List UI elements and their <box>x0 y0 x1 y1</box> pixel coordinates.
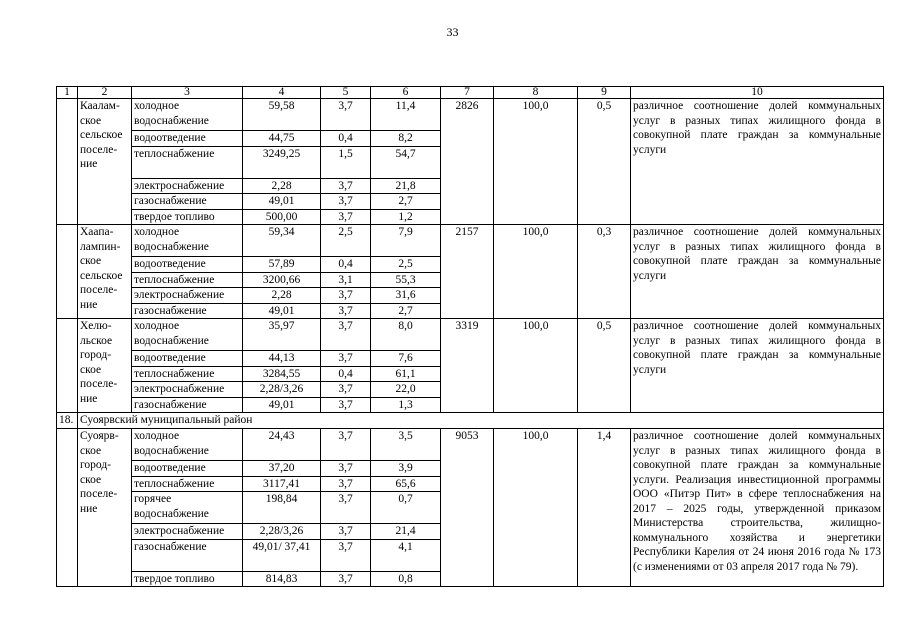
service-name: газоснабжение <box>132 194 243 210</box>
share-value: 31,6 <box>371 288 441 304</box>
tariff-value: 49,01 <box>243 194 321 210</box>
share-value: 0,7 <box>371 492 441 524</box>
header-cell: 4 <box>243 87 321 99</box>
service-name: электроснабжение <box>132 178 243 194</box>
index-value: 3,7 <box>321 209 371 225</box>
share-value: 21,8 <box>371 178 441 194</box>
service-name: газоснабжение <box>132 303 243 319</box>
header-cell: 6 <box>371 87 441 99</box>
service-name: теплоснабжение <box>132 366 243 382</box>
header-cell: 8 <box>494 87 578 99</box>
tariff-value: 59,58 <box>243 99 321 131</box>
tariff-value: 44,75 <box>243 131 321 147</box>
service-name: водоотведение <box>132 461 243 477</box>
service-name: горячее водоснабжение <box>132 492 243 524</box>
section-title: Суоярвский муниципальный район <box>78 413 884 429</box>
section-row <box>57 413 884 429</box>
tariff-value: 57,89 <box>243 257 321 273</box>
note-text: различное соотношение долей коммунальных услуг в разных типах жилищного фонда в совокупной плате граждан за коммунальные услуги <box>631 319 884 413</box>
tariff-value: 3284,55 <box>243 366 321 382</box>
header-cell: 10 <box>631 87 884 99</box>
service-name: твердое топливо <box>132 209 243 225</box>
tariff-value: 49,01/ 37,41 <box>243 539 321 571</box>
tariff-value: 59,34 <box>243 225 321 257</box>
share-value: 1,3 <box>371 397 441 413</box>
index-value: 3,7 <box>321 194 371 210</box>
share-value: 7,6 <box>371 351 441 367</box>
tariff-value: 24,43 <box>243 429 321 461</box>
tariff-value: 2,28/3,26 <box>243 524 321 540</box>
share-value: 55,3 <box>371 272 441 288</box>
deviation-value: 0,3 <box>578 225 631 319</box>
index-value: 3,7 <box>321 571 371 587</box>
share-value: 61,1 <box>371 366 441 382</box>
tariff-value: 37,20 <box>243 461 321 477</box>
share-value: 3,5 <box>371 429 441 461</box>
share-value: 2,7 <box>371 194 441 210</box>
row-number-cell <box>57 99 78 225</box>
index-value: 3,7 <box>321 524 371 540</box>
deviation-value: 1,4 <box>578 429 631 587</box>
table-row <box>57 225 884 257</box>
share-value: 4,1 <box>371 539 441 571</box>
index-value: 3,7 <box>321 539 371 571</box>
settlement-name: Каалам- ское сельское поселе- ние <box>78 99 132 225</box>
tariff-value: 2,28/3,26 <box>243 382 321 398</box>
share-value: 11,4 <box>371 99 441 131</box>
tariff-value: 2,28 <box>243 178 321 194</box>
note-text: различное соотношение долей коммунальных услуг в разных типах жилищного фонда в совокупной плате граждан за коммунальные услуги <box>631 99 884 225</box>
index-value: 3,7 <box>321 288 371 304</box>
share-value: 2,5 <box>371 257 441 273</box>
share-value: 22,0 <box>371 382 441 398</box>
tariff-value: 198,84 <box>243 492 321 524</box>
service-name: твердое топливо <box>132 571 243 587</box>
service-name: холодное водоснабжение <box>132 429 243 461</box>
tariff-value: 3117,41 <box>243 476 321 492</box>
header-cell: 1 <box>57 87 78 99</box>
settlement-name: Суоярв- ское город- ское поселе- ние <box>78 429 132 587</box>
page-number: 33 <box>446 25 459 39</box>
share-value: 3,9 <box>371 461 441 477</box>
tariff-value: 500,00 <box>243 209 321 225</box>
index-value: 0,4 <box>321 366 371 382</box>
coverage-value: 100,0 <box>494 99 578 225</box>
tariff-value: 814,83 <box>243 571 321 587</box>
service-name: теплоснабжение <box>132 146 243 178</box>
population-value: 2157 <box>441 225 494 319</box>
index-value: 3,7 <box>321 351 371 367</box>
header-row <box>57 87 884 99</box>
share-value: 1,2 <box>371 209 441 225</box>
service-name: теплоснабжение <box>132 476 243 492</box>
population-value: 9053 <box>441 429 494 587</box>
service-name: водоотведение <box>132 257 243 273</box>
tariff-value: 49,01 <box>243 397 321 413</box>
population-value: 2826 <box>441 99 494 225</box>
index-value: 3,7 <box>321 429 371 461</box>
coverage-value: 100,0 <box>494 429 578 587</box>
share-value: 8,0 <box>371 319 441 351</box>
index-value: 3,7 <box>321 461 371 477</box>
service-name: электроснабжение <box>132 288 243 304</box>
table-row <box>57 319 884 351</box>
table-row <box>57 429 884 461</box>
index-value: 3,1 <box>321 272 371 288</box>
service-name: электроснабжение <box>132 382 243 398</box>
index-value: 3,7 <box>321 99 371 131</box>
service-name: газоснабжение <box>132 539 243 571</box>
coverage-value: 100,0 <box>494 319 578 413</box>
tariff-value: 3249,25 <box>243 146 321 178</box>
service-name: водоотведение <box>132 131 243 147</box>
index-value: 0,4 <box>321 131 371 147</box>
service-name: электроснабжение <box>132 524 243 540</box>
share-value: 21,4 <box>371 524 441 540</box>
service-name: газоснабжение <box>132 397 243 413</box>
coverage-value: 100,0 <box>494 225 578 319</box>
service-name: холодное водоснабжение <box>132 225 243 257</box>
index-value: 3,7 <box>321 476 371 492</box>
share-value: 2,7 <box>371 303 441 319</box>
index-value: 3,7 <box>321 397 371 413</box>
population-value: 3319 <box>441 319 494 413</box>
header-cell: 3 <box>132 87 243 99</box>
share-value: 54,7 <box>371 146 441 178</box>
index-value: 3,7 <box>321 319 371 351</box>
section-number: 18. <box>57 413 78 429</box>
note-text: различное соотношение долей коммунальных услуг в разных типах жилищного фонда в совокупной плате граждан за коммунальные услуги. Реализация инвестиционной программы ООО «Питэр Пит» в сфере теплоснабжения на 2017 – 2025 годы, утвержденной приказом Министерства строительства, жилищно-коммунального хозяйства и энергетики Республики Карелия от 24 июня 2016 года № 173 (с изменениями от 03 апреля 2017 года № 79). <box>631 429 884 587</box>
index-value: 1,5 <box>321 146 371 178</box>
index-value: 3,7 <box>321 178 371 194</box>
share-value: 65,6 <box>371 476 441 492</box>
index-value: 3,7 <box>321 303 371 319</box>
row-number-cell <box>57 429 78 587</box>
header-cell: 5 <box>321 87 371 99</box>
tariff-table <box>56 86 884 587</box>
service-name: теплоснабжение <box>132 272 243 288</box>
note-text: различное соотношение долей коммунальных услуг в разных типах жилищного фонда в совокупной плате граждан за коммунальные услуги <box>631 225 884 319</box>
row-number-cell <box>57 319 78 413</box>
share-value: 0,8 <box>371 571 441 587</box>
service-name: водоотведение <box>132 351 243 367</box>
service-name: холодное водоснабжение <box>132 319 243 351</box>
header-cell: 9 <box>578 87 631 99</box>
header-cell: 2 <box>78 87 132 99</box>
header-cell: 7 <box>441 87 494 99</box>
tariff-value: 49,01 <box>243 303 321 319</box>
index-value: 3,7 <box>321 492 371 524</box>
deviation-value: 0,5 <box>578 99 631 225</box>
tariff-value: 2,28 <box>243 288 321 304</box>
settlement-name: Хелю- льское город- ское поселе- ние <box>78 319 132 413</box>
tariff-value: 35,97 <box>243 319 321 351</box>
service-name: холодное водоснабжение <box>132 99 243 131</box>
index-value: 2,5 <box>321 225 371 257</box>
settlement-name: Хаапа- лампин- ское сельское поселе- ние <box>78 225 132 319</box>
deviation-value: 0,5 <box>578 319 631 413</box>
index-value: 3,7 <box>321 382 371 398</box>
share-value: 8,2 <box>371 131 441 147</box>
table-row <box>57 99 884 131</box>
row-number-cell <box>57 225 78 319</box>
index-value: 0,4 <box>321 257 371 273</box>
tariff-value: 3200,66 <box>243 272 321 288</box>
share-value: 7,9 <box>371 225 441 257</box>
tariff-value: 44,13 <box>243 351 321 367</box>
